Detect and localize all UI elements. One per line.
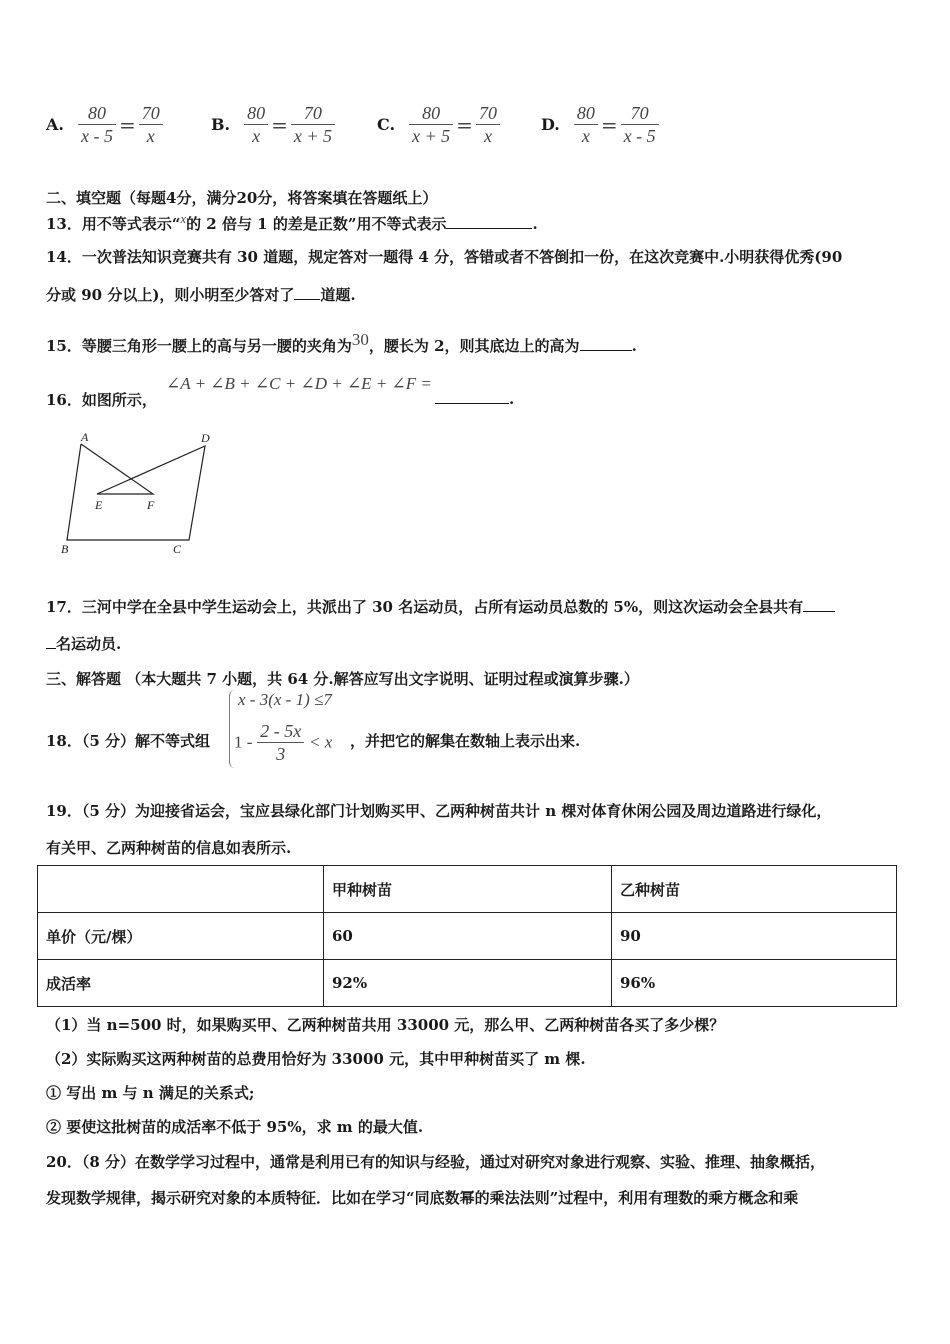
inequality-1: x - 3(x - 1) ≤7 — [238, 690, 332, 709]
answer-blank[interactable] — [803, 597, 835, 612]
numerator: 80 — [574, 102, 598, 125]
numerator: 2 - 5x — [257, 720, 304, 743]
denominator: x - 5 — [80, 126, 113, 146]
angle-sum-expression: ∠A + ∠B + ∠C + ∠D + ∠E + ∠F = — [166, 374, 432, 393]
denominator: x — [483, 126, 492, 146]
q16-answer — [435, 389, 514, 408]
period: . — [509, 390, 515, 408]
question-17-line-2 — [46, 633, 121, 654]
q13-text-pre: 13．用不等式表示“ — [46, 215, 181, 233]
question-19-line-2: 有关甲、乙两种树苗的信息如表所示. — [46, 839, 292, 857]
label-a: A — [81, 430, 89, 444]
table-header-cell: 乙种树苗 — [612, 866, 897, 913]
equals-sign: = — [271, 112, 288, 137]
denominator: x + 5 — [293, 126, 332, 146]
table-header-row — [38, 866, 897, 913]
question-19-part-1: （1）当 n=500 时，如果购买甲、乙两种树苗共用 33000 元，那么甲、乙两种树苗各买了多少棵？ — [46, 1016, 725, 1034]
denominator: x — [252, 126, 261, 146]
answer-blank[interactable] — [294, 285, 320, 300]
question-15 — [46, 330, 637, 356]
label-e: E — [95, 498, 103, 512]
question-14-line-1: 14．一次普法知识竞赛共有 30 道题，规定答对一题得 4 分，答错或者不答倒扣一份，在这次竞赛中.小明获得优秀(90 — [46, 248, 843, 266]
table-cell: 成活率 — [38, 960, 324, 1007]
q15-text-pre: 15．等腰三角形一腰上的高与另一腰的夹角为 — [46, 337, 352, 355]
option-a-label: A. — [46, 115, 64, 134]
answer-blank-cont[interactable] — [46, 634, 56, 649]
seedling-info-table — [37, 865, 897, 1007]
option-b — [211, 102, 335, 147]
table-cell: 90 — [612, 913, 897, 960]
table-row — [38, 913, 897, 960]
fraction-left — [409, 102, 453, 147]
table-cell: 96% — [612, 960, 897, 1007]
numerator: 80 — [78, 102, 116, 125]
numerator: 70 — [621, 102, 659, 125]
question-18: 18．（5 分）解不等式组 — [46, 732, 211, 750]
line-segments — [67, 444, 205, 540]
fraction-left — [78, 102, 116, 147]
q17-text-end: 名运动员. — [56, 635, 122, 653]
label-d: D — [201, 431, 210, 445]
ineq2-prefix: 1 - — [234, 732, 253, 752]
table-cell: 92% — [324, 960, 612, 1007]
table-cell — [38, 866, 324, 913]
option-c-label: C. — [377, 115, 396, 134]
option-c — [377, 102, 500, 147]
denominator: x — [581, 126, 590, 146]
answer-blank[interactable] — [446, 214, 532, 229]
question-16 — [46, 389, 157, 410]
geometry-figure — [55, 428, 225, 560]
question-19-sub-2: ② 要使这批树苗的成活率不低于 95%，求 m 的最大值. — [46, 1118, 424, 1136]
label-f: F — [147, 498, 155, 512]
answer-blank[interactable] — [580, 336, 632, 351]
label-c: C — [173, 542, 182, 556]
denominator: x - 5 — [623, 126, 656, 146]
q14-text-post: 道题. — [320, 286, 356, 304]
equals-sign: = — [600, 112, 618, 137]
option-a — [46, 102, 163, 147]
question-19-line-1: 19．（5 分）为迎接省运会，宝应县绿化部门计划购买甲、乙两种树苗共计 n 棵对体育休闲公园及周边道路进行绿化， — [46, 802, 832, 820]
table-cell: 单价（元/棵） — [38, 913, 324, 960]
table-header-cell: 甲种树苗 — [324, 866, 612, 913]
q17-text: 17．三河中学在全县中学生运动会上，共派出了 30 名运动员，占所有运动员总数的 5%，则这次运动会全县共有 — [46, 598, 804, 616]
table-cell: 60 — [324, 913, 612, 960]
numerator: 70 — [291, 102, 335, 125]
question-20-line-2: 发现数学规律，揭示研究对象的本质特征．比如在学习“同底数幂的乘法法则”过程中，利用有理数的乘方概念和乘 — [46, 1189, 799, 1207]
period: . — [532, 215, 538, 233]
numerator: 70 — [476, 102, 500, 125]
section-2-heading: 二、填空题（每题4分，满分20分，将答案填在答题纸上） — [46, 189, 438, 207]
ineq2-suffix: < x — [308, 732, 333, 752]
fraction-right — [476, 102, 500, 147]
q15-text-post: ，腰长为 2，则其底边上的高为 — [368, 337, 580, 355]
question-13 — [46, 212, 538, 234]
fraction-right — [291, 102, 335, 147]
ineq2-fraction — [257, 720, 304, 765]
numerator: 80 — [244, 102, 268, 125]
equals-sign: = — [456, 112, 473, 137]
question-18-tail: ，并把它的解集在数轴上表示出来. — [350, 732, 581, 750]
fraction-left — [574, 102, 598, 147]
section-3-heading: 三、解答题 （本大题共 7 小题，共 64 分.解答应写出文字说明、证明过程或演算步骤.） — [46, 670, 639, 688]
option-d-label: D. — [541, 115, 560, 134]
equals-sign: = — [118, 112, 136, 137]
table-row — [38, 960, 897, 1007]
question-19-part-2: （2）实际购买这两种树苗的总费用恰好为 33000 元，其中甲种树苗买了 m 棵. — [46, 1050, 586, 1068]
option-b-label: B. — [211, 115, 231, 134]
angle-value: 30 — [351, 330, 369, 349]
numerator: 70 — [139, 102, 163, 125]
numerator: 80 — [409, 102, 453, 125]
label-b: B — [61, 542, 69, 556]
fraction-right — [139, 102, 163, 147]
denominator: x — [146, 126, 155, 146]
inequality-2 — [234, 720, 332, 765]
denominator: x + 5 — [412, 126, 451, 146]
question-17-line-1 — [46, 596, 835, 617]
answer-blank[interactable] — [435, 389, 509, 404]
period: . — [631, 337, 637, 355]
fraction-right — [621, 102, 659, 147]
question-19-sub-1: ① 写出 m 与 n 满足的关系式; — [46, 1084, 255, 1102]
denominator: 3 — [276, 744, 286, 764]
question-20-line-1: 20．（8 分）在数学学习过程中，通常是利用已有的知识与经验，通过对研究对象进行观察、实验、推理、抽象概括， — [46, 1153, 826, 1171]
fraction-left — [244, 102, 268, 147]
q14-text-pre: 分或 90 分以上)，则小明至少答对了 — [46, 286, 295, 304]
option-d — [541, 102, 659, 147]
question-14-line-2 — [46, 284, 356, 305]
q16-text-pre: 16．如图所示， — [46, 391, 157, 409]
q13-text-post: 的 2 倍与 1 的差是正数”用不等式表示 — [186, 215, 447, 233]
variable-x: x — [180, 212, 187, 226]
